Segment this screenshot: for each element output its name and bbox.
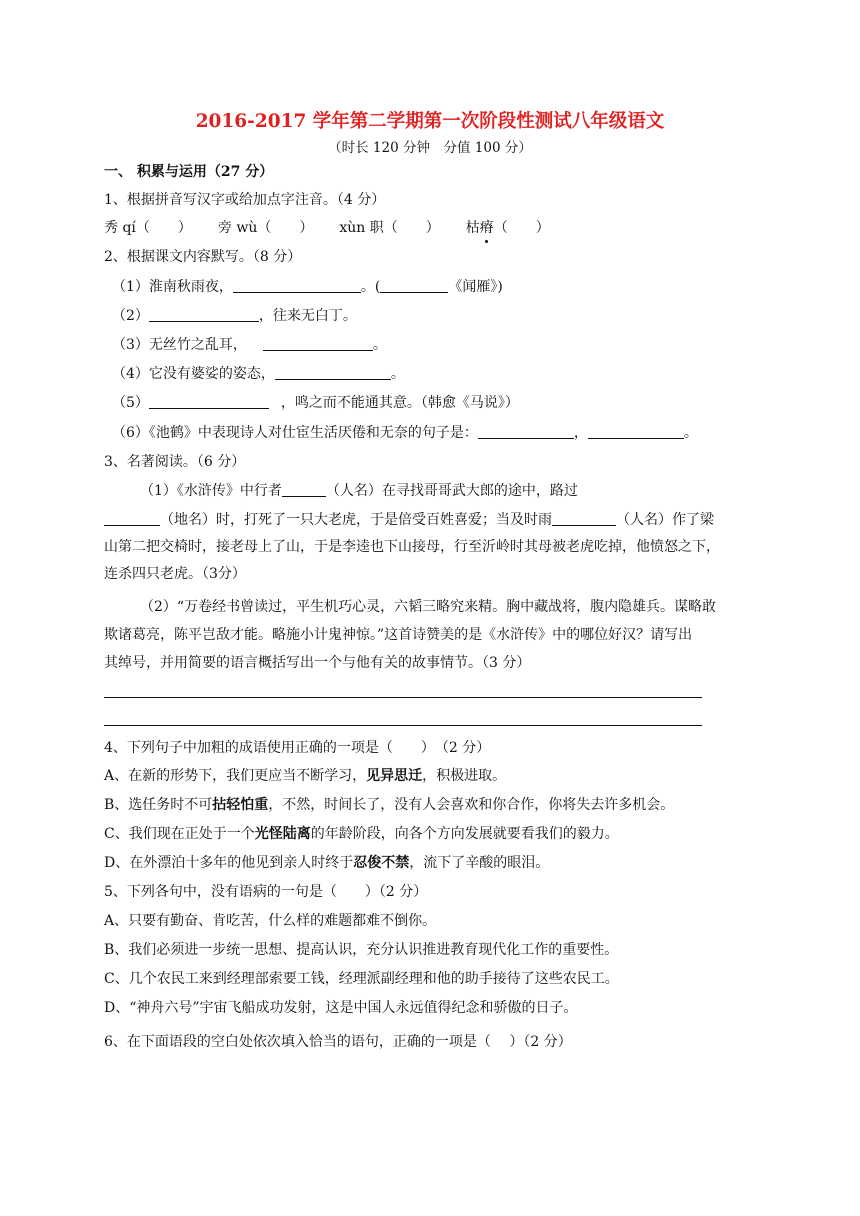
answer-blank[interactable] (149, 394, 269, 409)
q1-item-b: 旁 wù（ ） (217, 220, 314, 236)
q3-line-6: 欺诸葛亮，陈平岂敌才能。略施小计鬼神惊。”这首诗赞美的是《水浒传》中的哪位好汉？请写出 (104, 627, 693, 643)
question-6-prompt: 6、在下面语段的空白处依次填入恰当的语句，正确的一项是（ ）（2 分） (104, 1034, 572, 1050)
q3-line-5: （2）“万卷经书曾读过，平生机巧心灵，六韬三略究来精。胸中藏战将，腹内隐雄兵。谋略敢 (140, 599, 717, 615)
answer-blank[interactable] (552, 511, 616, 526)
answer-blank[interactable] (149, 307, 259, 322)
q3-line-4: 连杀四只老虎。（3分） (104, 566, 246, 582)
q3-line-7: 其绰号，并用简要的语言概括写出一个与他有关的故事情节。（3 分） (104, 655, 531, 671)
q3-line-1: （1）《水浒传》中行者 （人名）在寻找哥哥武大郎的途中，路过 (140, 483, 578, 499)
q3-line-3: 山第二把交椅时，接老母上了山，于是李逵也下山接母，行至沂岭时其母被老虎吃掉，他愤怒之下， (104, 539, 720, 555)
q2-line-2: （2） ，往来无白丁。 (112, 308, 357, 324)
q1-item-c: xùn 职（ ） (339, 220, 440, 236)
answer-blank[interactable] (282, 482, 326, 497)
q2-line-5: （5） ，鸣之而不能通其意。（韩愈《马说》） (112, 395, 519, 411)
question-4-prompt: 4、下列句子中加粗的成语使用正确的一项是（ ） （2 分） (104, 740, 491, 756)
dotted-character: 瘠 (479, 220, 494, 236)
bold-idiom: 忍俊不禁 (353, 855, 410, 871)
answer-blank[interactable] (263, 336, 373, 351)
q4-option-c: C、我们现在正处于一个光怪陆离的年龄阶段，向各个方向发展就要看我们的毅力。 (104, 826, 619, 842)
bold-idiom: 拈轻怕重 (212, 797, 269, 813)
question-3-prompt: 3、名著阅读。（6 分） (104, 454, 246, 470)
exam-subtitle: （时长 120 分钟 分值 100 分） (328, 140, 532, 156)
question-5-prompt: 5、下列各句中，没有语病的一句是（ ）（2 分） (104, 884, 428, 900)
question-1-prompt: 1、根据拼音写汉字或给加点字注音。（4 分） (104, 192, 386, 208)
q2-line-6: （6）《池鹤》中表现诗人对仕宦生活厌倦和无奈的句子是： ， 。 (112, 425, 698, 441)
answer-blank[interactable] (588, 424, 684, 439)
q4-option-b: B、选任务时不可拈轻怕重，不然，时间长了，没有人会喜欢和你合作，你将失去许多机会。 (104, 797, 675, 813)
section-heading: 一、 积累与运用（27 分） (104, 164, 274, 180)
bold-idiom: 光怪陆离 (254, 826, 311, 842)
answer-blank[interactable] (104, 511, 160, 526)
q5-option-c: C、几个农民工来到经理部索要工钱，经理派副经理和他的助手接待了这些农民工。 (104, 971, 619, 987)
q2-line-4: （4）它没有婆娑的姿态， 。 (112, 366, 405, 382)
exam-title: 2016-2017 学年第二学期第一次阶段性测试八年级语文 (195, 111, 665, 132)
q5-option-d: D、“神舟六号”宇宙飞船成功发射，这是中国人永远值得纪念和骄傲的日子。 (104, 1000, 578, 1016)
question-1-items (104, 218, 550, 238)
q5-option-b: B、我们必须进一步统一思想、提高认识，充分认识推进教育现代化工作的重要性。 (104, 942, 619, 958)
q2-line-3: （3）无丝竹之乱耳， 。 (112, 337, 387, 353)
q5-option-a: A、只要有勤奋、肯吃苦，什么样的难题都难不倒你。 (104, 913, 437, 929)
q1-item-d: 枯瘠（ ） (465, 220, 550, 236)
q2-line-1: （1）淮南秋雨夜， 。( 《闻雁》) (112, 279, 503, 295)
q3-line-2: （地名）时，打死了一只大老虎，于是倍受百姓喜爱；当及时雨 （人名）作了梁 (104, 510, 714, 530)
q1-item-a: 秀 qí（ ） (104, 220, 192, 236)
answer-blank[interactable] (380, 278, 448, 293)
answer-line[interactable] (104, 725, 702, 726)
bold-idiom: 见异思迁 (366, 768, 423, 784)
q4-option-a: A、在新的形势下，我们更应当不断学习，见异思迁，积极进取。 (104, 768, 507, 784)
answer-line[interactable] (104, 697, 702, 698)
q4-option-d: D、在外漂泊十多年的他见到亲人时终于忍俊不禁，流下了辛酸的眼泪。 (104, 855, 550, 871)
answer-blank[interactable] (233, 278, 361, 293)
answer-blank[interactable] (275, 365, 391, 380)
answer-blank[interactable] (478, 424, 574, 439)
question-2-prompt: 2、根据课文内容默写。（8 分） (104, 249, 302, 265)
